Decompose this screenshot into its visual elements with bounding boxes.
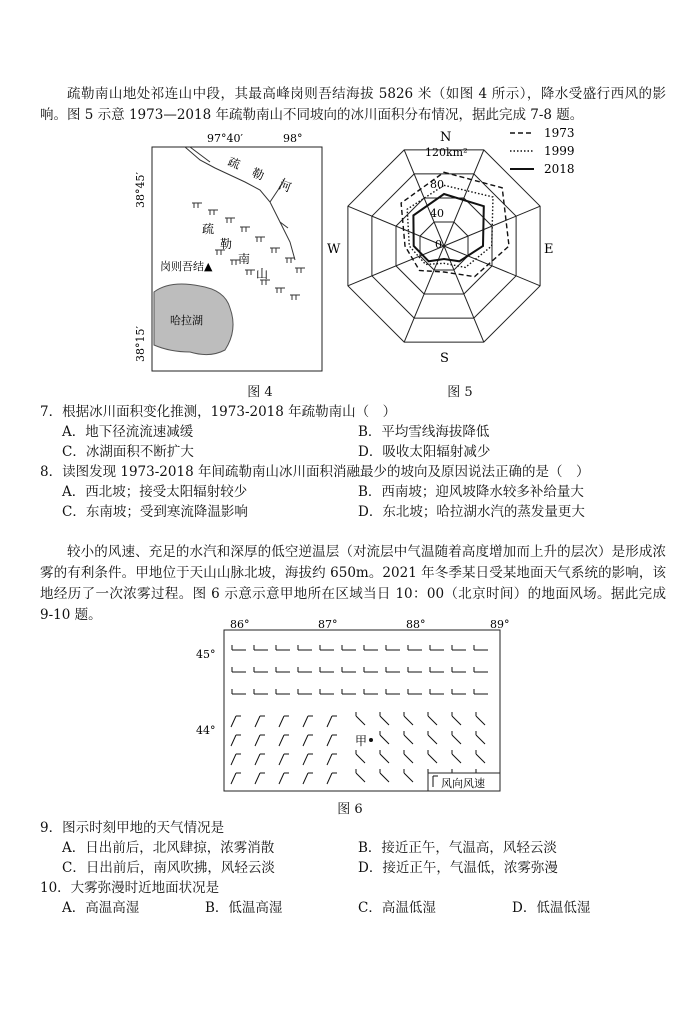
lake-label: 哈拉湖 — [170, 314, 203, 327]
q9-option-d[interactable]: D．接近正午，气温低，浓雾弥漫 — [358, 860, 558, 876]
q7-option-d[interactable]: D．吸收太阳辐射减少 — [358, 444, 491, 460]
figure-6-caption: 图 6 — [337, 802, 363, 817]
lon-label-87: 87° — [318, 618, 338, 631]
radar-tick-0: 0 — [435, 238, 442, 251]
figure-4-map — [130, 130, 330, 385]
lat-label-45: 45° — [196, 648, 216, 661]
question-7-stem: 7．根据冰川面积变化推测，1973-2018 年疏勒南山（ ） — [40, 404, 397, 420]
place-jia-label: 甲 — [355, 734, 368, 748]
radar-unit-label: 120km² — [425, 146, 468, 159]
lon-label-1: 97°40′ — [207, 132, 243, 145]
legend-1973: 1973 — [544, 126, 575, 140]
q7-option-c[interactable]: C．冰湖面积不断扩大 — [62, 444, 194, 460]
figure-6-wind-field — [192, 618, 512, 798]
lat-label-44: 44° — [196, 724, 216, 737]
river-label-2: 勒 — [249, 165, 267, 183]
lon-label-2: 98° — [283, 132, 303, 145]
q10-option-b[interactable]: B．低温高湿 — [205, 900, 283, 916]
range-label-1: 疏 — [202, 222, 215, 236]
lon-label-89: 89° — [490, 618, 510, 631]
legend-1999: 1999 — [544, 144, 575, 158]
range-label-4: 山 — [256, 267, 269, 281]
q9-option-a[interactable]: A．日出前后，北风肆掠，浓雾消散 — [62, 840, 275, 856]
radar-legend — [510, 126, 575, 176]
radar-series-2018 — [413, 194, 483, 261]
figure-4-caption: 图 4 — [247, 385, 273, 400]
lon-label-86: 86° — [230, 618, 250, 631]
q10-option-c[interactable]: C．高温低湿 — [358, 900, 436, 916]
figure-5-radar-chart — [322, 126, 612, 366]
lat-label-2: 38°15′ — [134, 326, 147, 362]
question-10-stem: 10．大雾弥漫时近地面状况是 — [40, 880, 220, 896]
figure-5-caption: 图 5 — [447, 385, 473, 400]
dir-label-s: S — [440, 351, 449, 366]
lon-label-88: 88° — [406, 618, 426, 631]
wind-legend-label: 风向风速 — [441, 777, 485, 790]
q8-option-c[interactable]: C．东南坡；受到寒流降温影响 — [62, 504, 248, 520]
dir-label-w: W — [327, 242, 341, 257]
q10-option-d[interactable]: D．低温低湿 — [512, 900, 591, 916]
question-9-stem: 9．图示时刻甲地的天气情况是 — [40, 820, 225, 836]
peak-label: 岗则吾结▲ — [160, 260, 213, 273]
q10-option-a[interactable]: A．高温高湿 — [62, 900, 140, 916]
dir-label-e: E — [544, 242, 554, 257]
intro-paragraph-2: 较小的风速、充足的水汽和深厚的低空逆温层（对流层中气温随着高度增加而上升的层次）是形成浓雾的有利条件。甲地位于天山山脉北坡，海拔约 650m。2021 年冬季某日受某地面天气系统的影响，该地经历了一次浓雾过程。图 6 示意示意甲地所在区域当日 10：00（北京时间）的地面风场。据此完成 9-10 题。 — [40, 544, 666, 623]
question-8-stem: 8．读图发现 1973-2018 年间疏勒南山冰川面积消融最少的坡向及原因说法正确的是（ ） — [40, 464, 590, 480]
river-label-3: 河 — [276, 177, 294, 195]
river-label-1: 疏 — [225, 154, 243, 172]
dir-label-n: N — [440, 130, 452, 145]
intro-paragraph-1: 疏勒南山地处祁连山中段，其最高峰岗则吾结海拔 5826 米（如图 4 所示），降水受盛行西风的影响。图 5 示意 1973—2018 年疏勒南山不同坡向的冰川面积分布情况，据此完成 7-8 题。 — [40, 86, 666, 123]
legend-2018: 2018 — [544, 162, 575, 176]
range-label-2: 勒 — [220, 237, 233, 251]
place-jia-marker — [369, 738, 373, 742]
range-label-3: 南 — [238, 252, 251, 266]
lat-label-1: 38°45′ — [134, 172, 147, 208]
q9-option-b[interactable]: B．接近正午，气温高，风轻云淡 — [358, 840, 557, 856]
q8-option-b[interactable]: B．西南坡；迎风坡降水较多补给量大 — [358, 484, 584, 500]
q7-option-b[interactable]: B．平均雪线海拔降低 — [358, 424, 490, 440]
radar-tick-80: 80 — [430, 178, 444, 191]
q8-option-a[interactable]: A．西北坡；接受太阳辐射较少 — [62, 484, 248, 500]
radar-tick-40: 40 — [430, 207, 444, 220]
q7-option-a[interactable]: A．地下径流流速减缓 — [62, 424, 194, 440]
q8-option-d[interactable]: D．东北坡；哈拉湖水汽的蒸发量更大 — [358, 504, 585, 520]
q9-option-c[interactable]: C．日出前后，南风吹拂，风轻云淡 — [62, 860, 275, 876]
